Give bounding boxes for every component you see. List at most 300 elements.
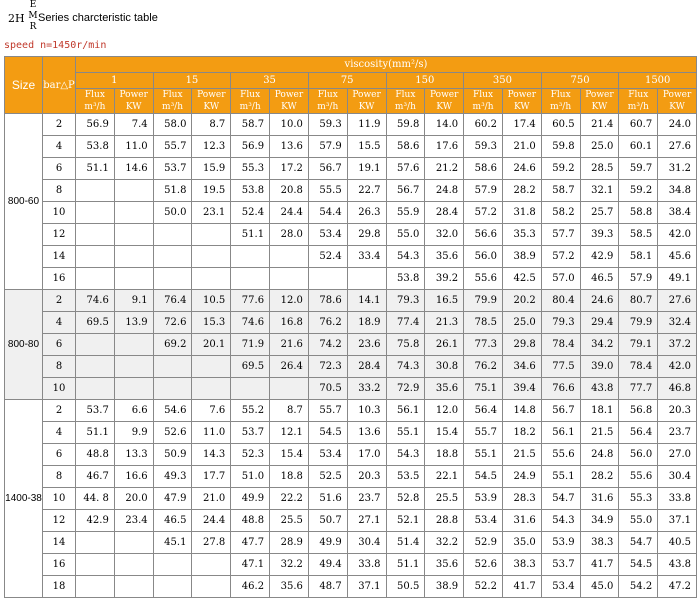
viscosity-column-header: 35 xyxy=(231,73,309,89)
power-cell: 20.3 xyxy=(658,400,697,422)
power-cell: 9.9 xyxy=(114,422,153,444)
power-cell: 13.9 xyxy=(114,312,153,334)
power-unit: KW xyxy=(669,102,685,112)
flux-header xyxy=(541,89,580,114)
power-cell: 45.6 xyxy=(658,246,697,268)
power-cell: 47.2 xyxy=(658,576,697,598)
power-cell: 23.7 xyxy=(347,488,386,510)
power-cell: 19.1 xyxy=(347,158,386,180)
bar-cell: 2 xyxy=(43,114,76,136)
flux-cell: 58.7 xyxy=(231,114,270,136)
flux-cell: 69.5 xyxy=(231,356,270,378)
power-cell: 31.2 xyxy=(658,158,697,180)
power-cell: 33.8 xyxy=(347,554,386,576)
power-cell: 31.6 xyxy=(580,488,619,510)
flux-cell xyxy=(153,224,192,246)
power-cell xyxy=(192,356,231,378)
flux-cell: 56.7 xyxy=(541,400,580,422)
title-suffix: Series charcteristic table xyxy=(38,12,158,24)
flux-power-header-row xyxy=(5,89,697,114)
bar-cell: 8 xyxy=(43,466,76,488)
flux-cell: 49.9 xyxy=(231,488,270,510)
flux-cell: 80.4 xyxy=(541,290,580,312)
flux-cell: 47.7 xyxy=(231,532,270,554)
power-cell: 21.0 xyxy=(502,136,541,158)
power-cell: 30.8 xyxy=(425,356,464,378)
flux-cell: 57.9 xyxy=(308,136,347,158)
power-cell: 38.9 xyxy=(502,246,541,268)
power-cell: 25.0 xyxy=(502,312,541,334)
flux-cell xyxy=(76,532,115,554)
table-row xyxy=(5,554,697,576)
flux-cell xyxy=(76,202,115,224)
power-cell: 40.5 xyxy=(658,532,697,554)
power-cell: 39.0 xyxy=(580,356,619,378)
flux-cell: 51.0 xyxy=(231,466,270,488)
power-cell: 28.4 xyxy=(425,202,464,224)
flux-unit: m³/h xyxy=(84,102,106,112)
flux-cell: 58.6 xyxy=(386,136,425,158)
flux-cell: 54.7 xyxy=(541,488,580,510)
flux-cell: 52.1 xyxy=(386,510,425,532)
power-cell: 26.3 xyxy=(347,202,386,224)
flux-cell: 74.6 xyxy=(76,290,115,312)
power-cell: 25.5 xyxy=(425,488,464,510)
flux-header xyxy=(464,89,503,114)
viscosity-column-header: 150 xyxy=(386,73,464,89)
flux-cell: 56.6 xyxy=(464,224,503,246)
power-cell: 30.4 xyxy=(658,466,697,488)
table-row xyxy=(5,532,697,554)
power-cell: 9.1 xyxy=(114,290,153,312)
table-row xyxy=(5,158,697,180)
power-label: Power xyxy=(197,90,226,100)
table-row xyxy=(5,290,697,312)
bar-cell: 16 xyxy=(43,268,76,290)
power-cell: 24.6 xyxy=(580,290,619,312)
flux-unit: m³/h xyxy=(317,102,339,112)
power-cell: 32.2 xyxy=(425,532,464,554)
table-row xyxy=(5,488,697,510)
power-cell: 42.5 xyxy=(502,268,541,290)
power-cell: 23.4 xyxy=(114,510,153,532)
speed-label: speed n=1450r/min xyxy=(4,40,107,51)
power-cell xyxy=(114,356,153,378)
power-cell xyxy=(114,246,153,268)
power-cell: 11.9 xyxy=(347,114,386,136)
power-cell: 28.2 xyxy=(580,466,619,488)
flux-cell: 55.0 xyxy=(386,224,425,246)
bar-cell: 6 xyxy=(43,334,76,356)
power-cell: 43.8 xyxy=(580,378,619,400)
power-cell xyxy=(192,554,231,576)
flux-cell: 77.6 xyxy=(231,290,270,312)
flux-label: Flux xyxy=(395,90,416,100)
flux-cell: 56.9 xyxy=(231,136,270,158)
power-cell: 15.4 xyxy=(270,444,309,466)
flux-cell: 58.0 xyxy=(153,114,192,136)
size-cell: 800-60 xyxy=(5,114,43,290)
power-unit: KW xyxy=(436,102,453,112)
power-cell: 39.4 xyxy=(502,378,541,400)
table-row xyxy=(5,224,697,246)
power-cell xyxy=(192,268,231,290)
flux-cell: 58.7 xyxy=(541,180,580,202)
power-unit: KW xyxy=(514,102,530,112)
power-cell: 21.4 xyxy=(580,114,619,136)
size-header: Size xyxy=(5,57,43,114)
power-cell: 15.9 xyxy=(192,158,231,180)
size-cell: 1400-38 xyxy=(5,400,43,598)
power-label: Power xyxy=(662,90,692,100)
flux-cell: 51.6 xyxy=(308,488,347,510)
viscosity-column-header: 15 xyxy=(153,73,231,89)
table-row xyxy=(5,378,697,400)
flux-cell: 55.7 xyxy=(308,400,347,422)
power-unit: KW xyxy=(281,102,297,112)
bar-cell: 14 xyxy=(43,532,76,554)
power-cell xyxy=(114,554,153,576)
flux-cell: 53.7 xyxy=(231,422,270,444)
power-cell xyxy=(192,246,231,268)
flux-cell: 76.4 xyxy=(153,290,192,312)
flux-cell: 77.5 xyxy=(541,356,580,378)
flux-unit: m³/h xyxy=(550,102,572,112)
flux-cell: 53.9 xyxy=(541,532,580,554)
flux-cell: 56.1 xyxy=(541,422,580,444)
power-cell: 22.2 xyxy=(270,488,309,510)
flux-cell: 52.4 xyxy=(231,202,270,224)
power-cell: 16.5 xyxy=(425,290,464,312)
flux-label: Flux xyxy=(84,90,105,100)
flux-cell: 70.5 xyxy=(308,378,347,400)
power-cell: 13.6 xyxy=(270,136,309,158)
power-cell: 25.5 xyxy=(270,510,309,532)
power-cell: 35.6 xyxy=(425,378,464,400)
flux-cell: 77.3 xyxy=(464,334,503,356)
flux-cell xyxy=(76,180,115,202)
power-label: Power xyxy=(507,90,537,100)
flux-cell xyxy=(76,378,115,400)
flux-cell: 55.7 xyxy=(464,422,503,444)
viscosity-column-header: 1 xyxy=(76,73,154,89)
power-cell: 24.4 xyxy=(270,202,309,224)
power-cell: 14.6 xyxy=(114,158,153,180)
flux-cell: 54.3 xyxy=(541,510,580,532)
flux-cell: 51.4 xyxy=(386,532,425,554)
flux-cell: 77.4 xyxy=(386,312,425,334)
power-cell: 8.7 xyxy=(270,400,309,422)
title-prefix: 2H xyxy=(8,12,25,25)
flux-cell: 52.8 xyxy=(386,488,425,510)
power-cell: 38.4 xyxy=(658,202,697,224)
power-cell xyxy=(114,202,153,224)
power-cell: 32.2 xyxy=(270,554,309,576)
flux-cell: 74.6 xyxy=(231,312,270,334)
flux-cell: 55.6 xyxy=(619,466,658,488)
power-cell: 28.8 xyxy=(425,510,464,532)
power-cell: 43.8 xyxy=(658,554,697,576)
power-header xyxy=(192,89,231,114)
flux-cell: 53.4 xyxy=(541,576,580,598)
flux-cell: 54.4 xyxy=(308,202,347,224)
viscosity-values-row xyxy=(5,73,697,89)
power-cell: 32.4 xyxy=(658,312,697,334)
flux-unit: m³/h xyxy=(472,102,494,112)
power-cell xyxy=(114,576,153,598)
power-cell: 42.0 xyxy=(658,224,697,246)
power-cell: 33.8 xyxy=(658,488,697,510)
flux-cell: 56.4 xyxy=(619,422,658,444)
power-cell: 10.0 xyxy=(270,114,309,136)
flux-cell: 53.8 xyxy=(231,180,270,202)
flux-cell: 55.5 xyxy=(308,180,347,202)
flux-cell xyxy=(231,268,270,290)
flux-cell: 53.8 xyxy=(76,136,115,158)
flux-cell: 57.6 xyxy=(386,158,425,180)
bar-cell: 14 xyxy=(43,246,76,268)
power-cell: 34.6 xyxy=(502,356,541,378)
power-cell: 21.0 xyxy=(192,488,231,510)
power-cell: 21.5 xyxy=(580,422,619,444)
flux-cell: 55.0 xyxy=(619,510,658,532)
flux-cell: 57.9 xyxy=(464,180,503,202)
flux-cell: 80.7 xyxy=(619,290,658,312)
power-cell: 38.3 xyxy=(502,554,541,576)
power-cell: 28.2 xyxy=(502,180,541,202)
bar-cell: 8 xyxy=(43,356,76,378)
flux-cell: 53.8 xyxy=(386,268,425,290)
power-header xyxy=(580,89,619,114)
power-cell: 18.2 xyxy=(502,422,541,444)
flux-cell: 51.1 xyxy=(386,554,425,576)
table-row xyxy=(5,136,697,158)
power-cell: 18.9 xyxy=(347,312,386,334)
flux-cell: 48.7 xyxy=(308,576,347,598)
power-cell: 26.4 xyxy=(270,356,309,378)
power-cell: 35.6 xyxy=(270,576,309,598)
power-cell: 14.3 xyxy=(192,444,231,466)
power-cell: 39.2 xyxy=(425,268,464,290)
power-cell xyxy=(114,180,153,202)
flux-cell: 76.2 xyxy=(308,312,347,334)
table-row xyxy=(5,114,697,136)
bar-cell: 12 xyxy=(43,224,76,246)
power-cell: 15.4 xyxy=(425,422,464,444)
table-row xyxy=(5,400,697,422)
flux-cell xyxy=(76,334,115,356)
flux-cell xyxy=(308,268,347,290)
power-cell: 33.4 xyxy=(347,246,386,268)
power-cell xyxy=(114,268,153,290)
power-cell: 20.8 xyxy=(270,180,309,202)
power-cell: 6.6 xyxy=(114,400,153,422)
flux-cell: 54.7 xyxy=(619,532,658,554)
flux-cell: 59.8 xyxy=(541,136,580,158)
power-cell: 20.1 xyxy=(192,334,231,356)
power-cell: 8.7 xyxy=(192,114,231,136)
power-cell: 37.1 xyxy=(347,576,386,598)
flux-cell: 76.6 xyxy=(541,378,580,400)
power-cell: 28.5 xyxy=(580,158,619,180)
power-cell: 14.0 xyxy=(425,114,464,136)
power-label: Power xyxy=(352,90,381,100)
power-cell: 23.1 xyxy=(192,202,231,224)
table-row xyxy=(5,334,697,356)
flux-unit: m³/h xyxy=(239,102,261,112)
flux-cell: 49.4 xyxy=(308,554,347,576)
flux-cell: 59.3 xyxy=(308,114,347,136)
power-cell: 37.2 xyxy=(658,334,697,356)
power-cell: 20.0 xyxy=(114,488,153,510)
flux-label: Flux xyxy=(240,90,261,100)
power-cell: 12.0 xyxy=(270,290,309,312)
flux-cell: 59.2 xyxy=(619,180,658,202)
power-unit: KW xyxy=(358,102,375,112)
power-label: Power xyxy=(429,90,459,100)
flux-cell xyxy=(153,246,192,268)
power-header xyxy=(502,89,541,114)
flux-cell: 57.9 xyxy=(619,268,658,290)
flux-header xyxy=(386,89,425,114)
flux-cell: 59.3 xyxy=(464,136,503,158)
bar-cell: 2 xyxy=(43,400,76,422)
power-cell: 12.1 xyxy=(270,422,309,444)
flux-header xyxy=(308,89,347,114)
power-cell: 29.8 xyxy=(347,224,386,246)
viscosity-column-header: 350 xyxy=(464,73,542,89)
flux-cell xyxy=(153,378,192,400)
flux-cell xyxy=(153,356,192,378)
power-cell: 21.5 xyxy=(502,444,541,466)
flux-cell: 57.0 xyxy=(541,268,580,290)
power-cell: 13.6 xyxy=(347,422,386,444)
power-cell: 27.6 xyxy=(658,136,697,158)
power-cell: 28.9 xyxy=(270,532,309,554)
power-cell: 21.3 xyxy=(425,312,464,334)
viscosity-column-header: 750 xyxy=(541,73,619,89)
flux-cell: 53.7 xyxy=(153,158,192,180)
power-cell: 24.9 xyxy=(502,466,541,488)
power-cell: 24.0 xyxy=(658,114,697,136)
bar-cell: 4 xyxy=(43,136,76,158)
flux-cell: 54.3 xyxy=(386,444,425,466)
flux-cell: 59.2 xyxy=(541,158,580,180)
flux-cell: 54.3 xyxy=(386,246,425,268)
power-cell: 34.2 xyxy=(580,334,619,356)
flux-cell: 46.2 xyxy=(231,576,270,598)
flux-cell: 55.1 xyxy=(464,444,503,466)
bar-cell: 10 xyxy=(43,488,76,510)
power-cell: 7.4 xyxy=(114,114,153,136)
power-cell: 25.7 xyxy=(580,202,619,224)
power-label: Power xyxy=(119,90,148,100)
power-cell xyxy=(192,378,231,400)
flux-label: Flux xyxy=(628,90,649,100)
flux-cell: 47.1 xyxy=(231,554,270,576)
flux-cell: 57.2 xyxy=(541,246,580,268)
flux-cell: 78.6 xyxy=(308,290,347,312)
power-cell: 16.6 xyxy=(114,466,153,488)
power-cell: 15.3 xyxy=(192,312,231,334)
power-cell: 35.0 xyxy=(502,532,541,554)
characteristic-table xyxy=(4,56,697,598)
flux-cell: 56.9 xyxy=(76,114,115,136)
flux-cell: 79.3 xyxy=(386,290,425,312)
power-cell xyxy=(270,378,309,400)
power-cell: 21.6 xyxy=(270,334,309,356)
power-cell: 7.6 xyxy=(192,400,231,422)
power-header xyxy=(270,89,309,114)
bar-cell: 8 xyxy=(43,180,76,202)
flux-cell: 55.7 xyxy=(153,136,192,158)
power-cell: 35.6 xyxy=(425,246,464,268)
flux-cell: 56.0 xyxy=(619,444,658,466)
power-cell: 24.4 xyxy=(192,510,231,532)
power-cell: 12.0 xyxy=(425,400,464,422)
bar-header: bar△P xyxy=(43,57,76,114)
flux-cell: 52.5 xyxy=(308,466,347,488)
power-cell: 34.9 xyxy=(580,510,619,532)
flux-cell: 55.6 xyxy=(464,268,503,290)
power-cell: 31.8 xyxy=(502,202,541,224)
power-cell: 20.3 xyxy=(347,466,386,488)
power-header xyxy=(425,89,464,114)
table-row xyxy=(5,246,697,268)
power-cell: 18.8 xyxy=(270,466,309,488)
flux-cell xyxy=(76,246,115,268)
flux-cell: 58.5 xyxy=(619,224,658,246)
table-row xyxy=(5,312,697,334)
power-cell: 25.0 xyxy=(580,136,619,158)
power-cell: 19.5 xyxy=(192,180,231,202)
flux-cell: 72.3 xyxy=(308,356,347,378)
flux-cell: 53.4 xyxy=(464,510,503,532)
flux-cell: 55.3 xyxy=(619,488,658,510)
flux-header xyxy=(76,89,115,114)
flux-cell: 60.5 xyxy=(541,114,580,136)
power-cell: 24.6 xyxy=(502,158,541,180)
power-cell: 10.5 xyxy=(192,290,231,312)
flux-cell: 53.9 xyxy=(464,488,503,510)
flux-cell: 79.3 xyxy=(541,312,580,334)
flux-cell: 51.8 xyxy=(153,180,192,202)
power-cell: 10.3 xyxy=(347,400,386,422)
flux-cell: 74.3 xyxy=(386,356,425,378)
flux-cell: 76.2 xyxy=(464,356,503,378)
flux-cell: 79.1 xyxy=(619,334,658,356)
viscosity-column-header: 75 xyxy=(308,73,386,89)
power-cell: 31.6 xyxy=(502,510,541,532)
power-cell: 41.7 xyxy=(580,554,619,576)
bar-cell: 18 xyxy=(43,576,76,598)
flux-label: Flux xyxy=(550,90,571,100)
power-cell: 49.1 xyxy=(658,268,697,290)
title-stack-m: M xyxy=(28,11,38,21)
flux-cell: 79.9 xyxy=(464,290,503,312)
power-cell: 17.2 xyxy=(270,158,309,180)
bar-cell: 10 xyxy=(43,202,76,224)
table-title xyxy=(4,0,404,38)
flux-cell: 54.5 xyxy=(464,466,503,488)
power-cell: 37.1 xyxy=(658,510,697,532)
power-cell: 18.1 xyxy=(580,400,619,422)
flux-cell: 56.8 xyxy=(619,400,658,422)
flux-cell: 52.3 xyxy=(231,444,270,466)
flux-cell: 57.7 xyxy=(541,224,580,246)
flux-cell: 72.6 xyxy=(153,312,192,334)
power-cell: 42.9 xyxy=(580,246,619,268)
